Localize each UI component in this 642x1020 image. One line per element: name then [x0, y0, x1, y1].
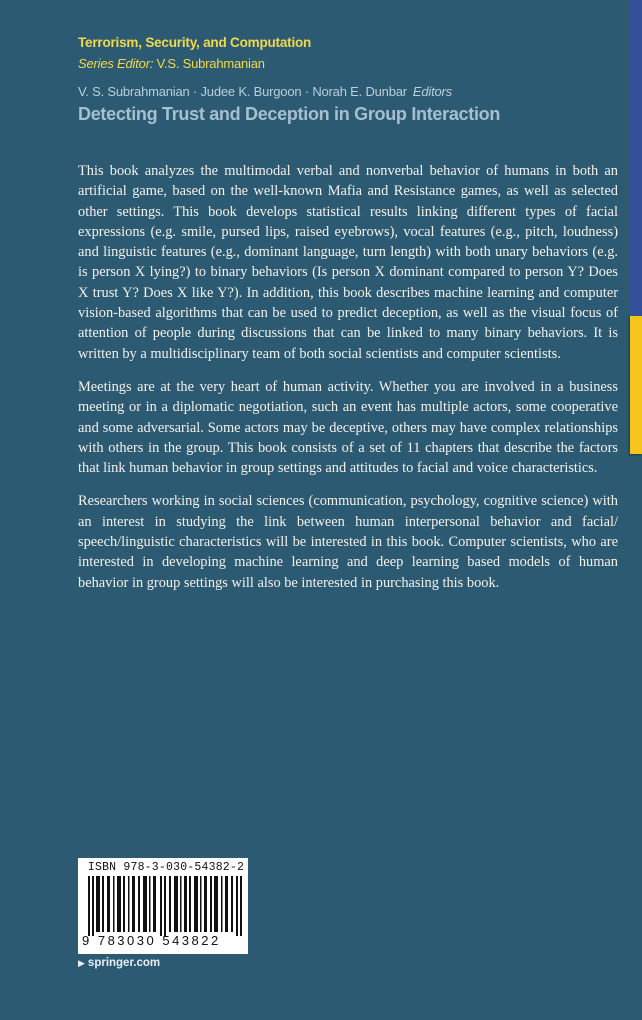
spine-edge-blue-strip — [629, 0, 642, 316]
spine-edge-yellow-block — [630, 316, 642, 454]
book-editors — [78, 84, 452, 99]
blurb-paragraph: Meetings are at the very heart of human activity. Whether you are involved in a business meeting or in a diplomatic negotiation, such an event has multiple actors, some cooperative and some adversarial. Some actors may be deceptive, others may have complex relationships with others in the group. This book consists of a set of 11 chapters that describe the factors that link human behavior in group settings and attitudes to facial and voice characteristics. — [78, 378, 618, 477]
series-editor-label: Series Editor: — [78, 56, 154, 71]
isbn-barcode — [78, 858, 248, 954]
series-editor — [78, 56, 265, 71]
play-arrow-icon: ▶ — [78, 958, 85, 968]
back-cover-blurb — [78, 161, 618, 606]
blurb-paragraph: This book analyzes the multimodal verbal and nonverbal behavior of humans in both an artificial game, based on the well-known Mafia and Resistance games, as well as selected other settings. This book develops statistical results linking different types of facial expressions (e.g. smile, pursed lips, raised eyebrows), vocal features (e.g., pitch, loudness) and linguistic features (e.g., dominant language, turn length) with both unary behaviors (e.g. is person X lying?) to binary behaviors (Is person X dominant compared to person Y? Does X trust Y? Does X like Y?). In addition, this book describes machine learning and computer vision-based algorithms that can be used to predict deception, as well as the visual focus of attention of people during discussions that can be linked to many binary behaviors. It is written by a multidisciplinary team of both social scientists and computer scientists. — [78, 163, 618, 362]
springer-link[interactable] — [78, 957, 160, 969]
series-editor-name: V.S. Subrahmanian — [156, 56, 265, 71]
series-title: Terrorism, Security, and Computation — [78, 35, 312, 50]
barcode-digits: 9 783030 543822 — [82, 933, 221, 948]
springer-link-text[interactable]: springer.com — [87, 957, 161, 969]
barcode-bars-icon — [88, 876, 242, 936]
blurb-paragraph: Researchers working in social sciences (communication, psychology, cognitive science) with an interest in studying the link between human interpersonal behavior and facial/ speech/linguistic characteristics will be interested in this book. Computer scientists, who are interested in developing machine learning and deep learning based models of human behavior in group settings will also be interested in purchasing this book. — [78, 493, 618, 591]
book-title: Detecting Trust and Deception in Group Interaction — [78, 104, 501, 124]
isbn-label: ISBN 978-3-030-54382-2 — [87, 861, 245, 874]
editors-role: Editors — [412, 84, 452, 99]
editors-names: V. S. Subrahmanian · Judee K. Burgoon · Norah E. Dunbar — [78, 84, 407, 99]
